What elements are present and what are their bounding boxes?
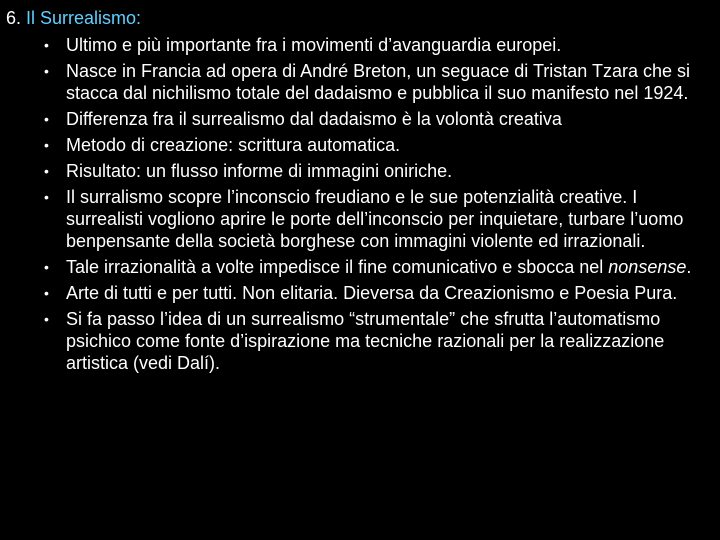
bullet-item bbox=[44, 282, 716, 304]
bullet-item bbox=[44, 108, 716, 130]
bullet-text: Si fa passo l’idea di un surrealismo “strumentale” che sfrutta l’automatismo psichico come fonte d’ispirazione ma tecniche razionali per la realizzazione artistica (vedi Dalí). bbox=[66, 309, 665, 373]
bullet-item bbox=[44, 160, 716, 182]
bullet-glyph: • bbox=[44, 111, 49, 127]
bullet-list bbox=[44, 34, 716, 378]
bullet-item bbox=[44, 186, 716, 252]
bullet-item bbox=[44, 256, 716, 278]
bullet-text-start: Tale irrazionalità a volte impedisce il fine comunicativo e sbocca nel bbox=[66, 257, 609, 277]
heading-number: 6. bbox=[6, 8, 22, 28]
bullet-item bbox=[44, 308, 716, 374]
slide-heading bbox=[6, 7, 141, 29]
bullet-item bbox=[44, 60, 716, 104]
bullet-text: Risultato: un flusso informe di immagini oniriche. bbox=[66, 161, 453, 181]
bullet-text-end: . bbox=[686, 257, 692, 277]
bullet-text: Ultimo e più importante fra i movimenti d’avanguardia europei. bbox=[66, 35, 562, 55]
bullet-glyph: • bbox=[44, 285, 49, 301]
bullet-text bbox=[66, 257, 691, 277]
bullet-text: Differenza fra il surrealismo dal dadaismo è la volontà creativa bbox=[66, 109, 562, 129]
bullet-text: Metodo di creazione: scrittura automatica. bbox=[66, 135, 401, 155]
bullet-item bbox=[44, 134, 716, 156]
bullet-text: Arte di tutti e per tutti. Non elitaria. Dieversa da Creazionismo e Poesia Pura. bbox=[66, 283, 678, 303]
bullet-glyph: • bbox=[44, 63, 49, 79]
bullet-emphasis: nonsense bbox=[608, 257, 687, 277]
bullet-glyph: • bbox=[44, 311, 49, 327]
bullet-text: Nasce in Francia ad opera di André Breton, un seguace di Tristan Tzara che si stacca dal nichilismo totale del dadaismo e pubblica il suo manifesto nel 1924. bbox=[66, 61, 691, 103]
bullet-item bbox=[44, 34, 716, 56]
bullet-glyph: • bbox=[44, 137, 49, 153]
bullet-glyph: • bbox=[44, 189, 49, 205]
bullet-glyph: • bbox=[44, 37, 49, 53]
bullet-glyph: • bbox=[44, 163, 49, 179]
heading-title: Il Surrealismo: bbox=[26, 8, 142, 28]
bullet-glyph: • bbox=[44, 259, 49, 275]
bullet-text: Il surralismo scopre l’inconscio freudiano e le sue potenzialità creative. I surrealisti vogliono aprire le porte dell’inconscio per inquietare, turbare l’uomo benpensante della società borghese con immagini violente ed irrazionali. bbox=[66, 187, 684, 251]
